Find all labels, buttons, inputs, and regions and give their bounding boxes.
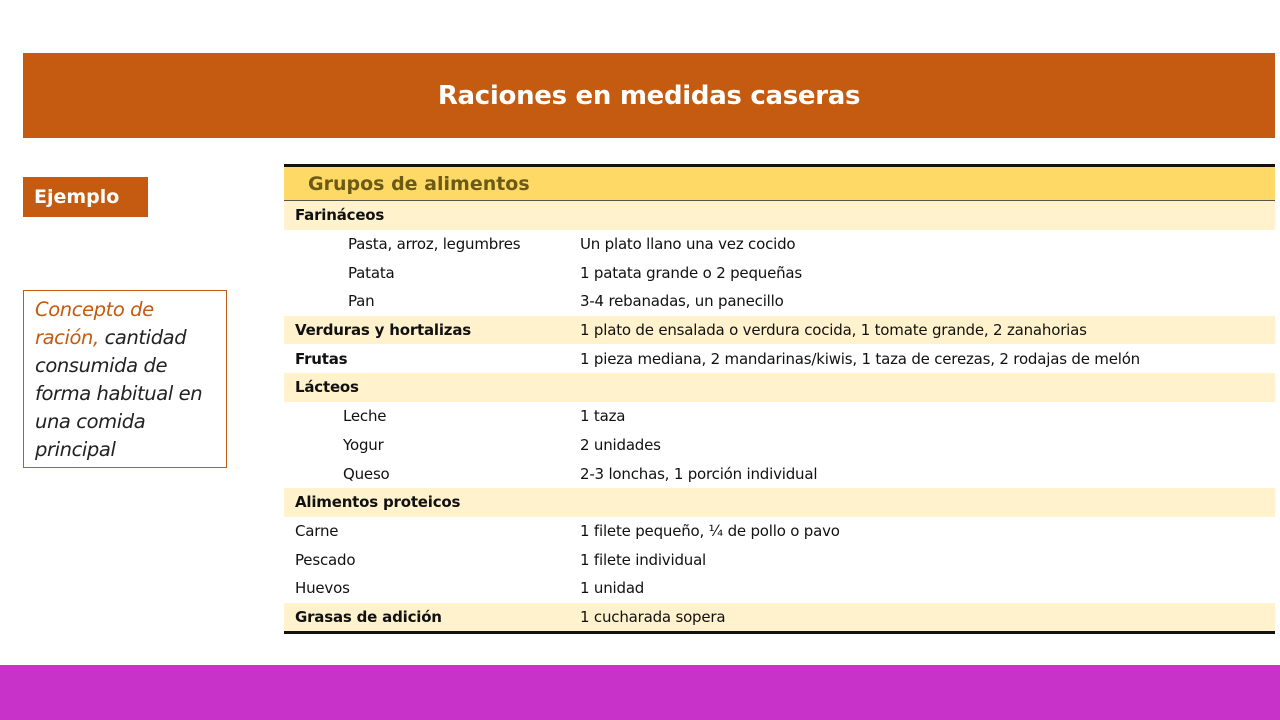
table-row-category <box>284 316 1275 345</box>
table-row-category <box>284 344 1275 373</box>
portion-value: 1 filete pequeño, ¼ de pollo o pavo <box>580 521 840 540</box>
portion-value: Un plato llano una vez cocido <box>580 235 796 254</box>
table-row <box>284 431 1275 460</box>
table-row <box>284 258 1275 287</box>
concept-text: cantidad consumida de forma habitual en una comida principal <box>35 326 203 461</box>
title-banner <box>23 53 1275 138</box>
concept-highlight: Concepto de ración, <box>35 298 154 349</box>
category-name: Lácteos <box>295 378 359 397</box>
category-name: Farináceos <box>295 206 385 225</box>
table-row-category <box>284 201 1275 230</box>
table-row <box>284 230 1275 259</box>
food-name: Pasta, arroz, legumbres <box>348 235 521 254</box>
table-row <box>284 574 1275 603</box>
table-row-category <box>284 373 1275 402</box>
food-name: Pescado <box>295 550 356 569</box>
portion-value: 2-3 lonchas, 1 porción individual <box>580 464 818 483</box>
portion-value: 3-4 rebanadas, un panecillo <box>580 292 784 311</box>
concept-box <box>23 290 227 468</box>
food-name: Pan <box>348 292 375 311</box>
portion-value: 1 taza <box>580 407 626 426</box>
slide-title: Raciones en medidas caseras <box>437 80 861 111</box>
portion-value: 1 pieza mediana, 2 mandarinas/kiwis, 1 taza de cerezas, 2 rodajas de melón <box>580 349 1140 368</box>
example-label: Ejemplo <box>23 177 148 217</box>
table-row <box>284 402 1275 431</box>
table-row-category <box>284 488 1275 517</box>
food-name: Carne <box>295 521 339 540</box>
food-name: Leche <box>343 407 387 426</box>
portion-value: 1 filete individual <box>580 550 707 569</box>
category-name: Verduras y hortalizas <box>295 321 471 340</box>
food-name: Huevos <box>295 579 350 598</box>
food-name: Queso <box>343 464 390 483</box>
portion-value: 2 unidades <box>580 435 661 454</box>
portion-value: 1 plato de ensalada o verdura cocida, 1 tomate grande, 2 zanahorias <box>580 321 1087 340</box>
portion-value: 1 unidad <box>580 579 645 598</box>
food-groups-table <box>284 164 1275 634</box>
table-row <box>284 287 1275 316</box>
food-name: Patata <box>348 263 395 282</box>
portion-value: 1 patata grande o 2 pequeñas <box>580 263 803 282</box>
table-row <box>284 459 1275 488</box>
portion-value: 1 cucharada sopera <box>580 607 726 626</box>
table-header: Grupos de alimentos <box>284 167 1275 201</box>
category-name: Alimentos proteicos <box>295 493 461 512</box>
table-row <box>284 517 1275 546</box>
bottom-bar <box>0 665 1280 720</box>
table-row <box>284 545 1275 574</box>
category-name: Grasas de adición <box>295 607 442 626</box>
food-name: Yogur <box>343 435 384 454</box>
table-row-category <box>284 603 1275 632</box>
category-name: Frutas <box>295 349 348 368</box>
